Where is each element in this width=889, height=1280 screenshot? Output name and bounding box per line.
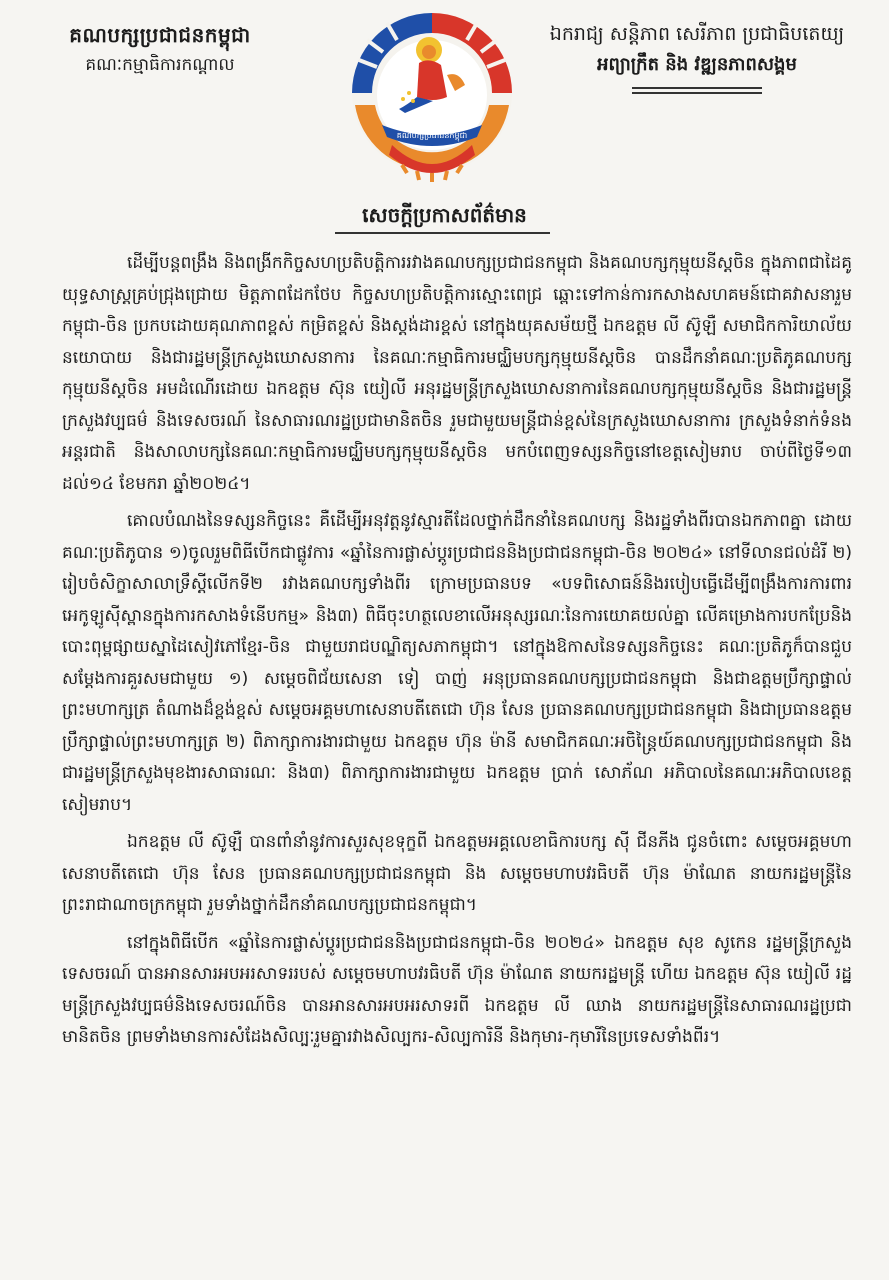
- document-body: [62, 248, 852, 1054]
- party-name: គណបក្សប្រជាជនកម្ពុជា: [69, 23, 251, 47]
- emblem-banner-text: គណបក្សប្រជាជនកម្ពុជា: [396, 131, 468, 140]
- party-emblem-icon: [347, 5, 517, 185]
- paragraph-1: ដើម្បីបន្តពង្រឹង និងពង្រីកកិច្ចសហប្រតិបត្តិការរវាងគណបក្សប្រជាជនកម្ពុជា និងគណបក្សកុម្មុយនីស្តចិន ក្នុងភាពជាដៃគូយុទ្ធសាស្ត្រគ្រប់ជ្រុងជ្រោយ មិត្តភាពដែកថែប កិច្ចសហប្រតិបត្តិការស្មោះពេជ្រ ឆ្ពោះទៅកាន់ការកសាងសហគមន៍ជោគវាសនារួមកម្ពុជា-ចិន ប្រកបដោយគុណភាពខ្ពស់ កម្រិតខ្ពស់ និងស្តង់ដារខ្ពស់ នៅក្នុងយុគសម័យថ្មី ឯកឧត្តម លី ស៊ូឡឺ សមាជិកការិយាល័យនយោបាយ និងជារដ្ឋមន្ត្រីក្រសួងឃោសនាការ នៃគណៈកម្មាធិការមជ្ឈិមបក្សកុម្មុយនីស្តចិន បានដឹកនាំគណៈប្រតិភូគណបក្សកុម្មុយនីស្តចិន អមដំណើរដោយ ឯកឧត្តម ស៊ុន យៀលី អនុរដ្ឋមន្ត្រីក្រសួងឃោសនាការនៃគណបក្សកុម្មុយនីស្តចិន និងជារដ្ឋមន្ត្រីក្រសួងវប្បធម៌ និងទេសចរណ៍ នៃសាធារណរដ្ឋប្រជាមានិតចិន រួមជាមួយមន្ត្រីជាន់ខ្ពស់នៃក្រសួងឃោសនាការ ក្រសួងទំនាក់ទំនងអន្តរជាតិ និងសាលាបក្សនៃគណៈកម្មាធិការមជ្ឈិមបក្សកុម្មុយនីស្តចិន មកបំពេញទស្សនកិច្ចនៅខេត្តសៀមរាប ចាប់ពីថ្ងៃទី១៣ ដល់១៤ ខែមករា ឆ្នាំ២០២៤។: [62, 253, 852, 494]
- header-right: [527, 22, 867, 94]
- page-title: សេចក្តីប្រកាសព័ត៌មាន: [362, 203, 527, 227]
- committee-name: គណៈកម្មាធិការកណ្តាល: [85, 55, 235, 75]
- header-divider: [632, 87, 762, 89]
- header-left: [30, 22, 290, 79]
- national-motto: ឯករាជ្យ សន្តិភាព សេរីភាព ប្រជាធិបតេយ្យ: [549, 23, 845, 45]
- national-motto-2: អព្យាក្រឹត និង វឌ្ឍនភាពសង្គម: [597, 54, 797, 75]
- paragraph-3: ឯកឧត្តម លី ស៊ូឡឺ បានពាំនាំនូវការសួរសុខទុក្ខពី ឯកឧត្តមអគ្គលេខាធិការបក្ស ស៊ី ជីនភីង ជូនចំពោះ សម្តេចអគ្គមហាសេនាបតីតេជោ ហ៊ុន សែន ប្រធានគណបក្សប្រជាជនកម្ពុជា និង សម្តេចមហាបវរធិបតី ហ៊ុន ម៉ាណែត នាយករដ្ឋមន្ត្រីនៃព្រះរាជាណាចក្រកម្ពុជា រួមទាំងថ្នាក់ដឹកនាំគណបក្សប្រជាជនកម្ពុជា។: [62, 832, 852, 915]
- title-underline: [335, 232, 550, 234]
- paragraph-2: គោលបំណងនៃទស្សនកិច្ចនេះ គឺដើម្បីអនុវត្តនូវស្មារតីដែលថ្នាក់ដឹកនាំនៃគណបក្ស និងរដ្ឋទាំងពីរបានឯកភាពគ្នា ដោយគណៈប្រតិភូបាន ១)ចូលរួមពិធីបើកជាផ្លូវការ «ឆ្នាំនៃការផ្លាស់ប្តូរប្រជាជននិងប្រជាជនកម្ពុជា-ចិន ២០២៤» នៅទីលានជល់ដំរី ២) រៀបចំសិក្ខាសាលាទ្រឹស្តីលើកទី២ រវាងគណបក្សទាំងពីរ ក្រោមប្រធានបទ «បទពិសោធន៍និងរបៀបធ្វើដើម្បីពង្រឹងការការពារអេកូឡូស៊ីស្ពានក្នុងការកសាងទំនើបកម្ម» និង៣) ពិធីចុះហត្ថលេខាលើអនុស្សរណៈនៃការយោគយល់គ្នា លើគម្រោងការបកប្រែនិងបោះពុម្ពផ្សាយស្នាដៃសៀវភៅខ្មែរ-ចិន ជាមួយរាជបណ្ឌិត្យសភាកម្ពុជា។ នៅក្នុងឱកាសនៃទស្សនកិច្ចនេះ គណៈប្រតិភូក៏បានជួបសម្តែងការគួរសមជាមួយ ១) សម្តេចពិជ័យសេនា ទៀ បាញ់ អនុប្រធានគណបក្សប្រជាជនកម្ពុជា និងជាឧត្តមប្រឹក្សាផ្ទាល់ព្រះមហាក្សត្រ តំណាងដ៏ខ្ពង់ខ្ពស់ សម្តេចអគ្គមហាសេនាបតីតេជោ ហ៊ុន សែន ប្រធានគណបក្សប្រជាជនកម្ពុជា និងជាប្រធានឧត្តមប្រឹក្សាផ្ទាល់ព្រះមហាក្សត្រ ២) ពិភាក្សាការងារជាមួយ ឯកឧត្តម ហ៊ុន ម៉ានី សមាជិកគណៈអចិន្ត្រៃយ៍គណបក្សប្រជាជនកម្ពុជា និងជារដ្ឋមន្ត្រីក្រសួងមុខងារសាធារណៈ និង៣) ពិភាក្សាការងារជាមួយ ឯកឧត្តម ប្រាក់ សោភ័ណ អភិបាលនៃគណៈអភិបាលខេត្តសៀមរាប។: [62, 511, 852, 815]
- paragraph-4: នៅក្នុងពិធីបើក «ឆ្នាំនៃការផ្លាស់ប្តូរប្រជាជននិងប្រជាជនកម្ពុជា-ចិន ២០២៤» ឯកឧត្តម សុខ សូកេន រដ្ឋមន្ត្រីក្រសួងទេសចរណ៍ បានអានសារអបអរសាទររបស់ សម្តេចមហាបវរធិបតី ហ៊ុន ម៉ាណែត នាយករដ្ឋមន្ត្រី ហើយ ឯកឧត្តម ស៊ុន យៀលី រដ្ឋមន្ត្រីក្រសួងវប្បធម៌និងទេសចរណ៍ចិន បានអានសារអបអរសាទរពី ឯកឧត្តម លី ឈាង នាយករដ្ឋមន្ត្រីនៃសាធារណរដ្ឋប្រជាមានិតចិន ព្រមទាំងមានការសំដែងសិល្បៈរួមគ្នារវាងសិល្បករ-សិល្បការិនី និងកុមារ-កុមារីនៃប្រទេសទាំងពីរ។: [62, 932, 852, 1047]
- header-divider-2: [632, 92, 762, 94]
